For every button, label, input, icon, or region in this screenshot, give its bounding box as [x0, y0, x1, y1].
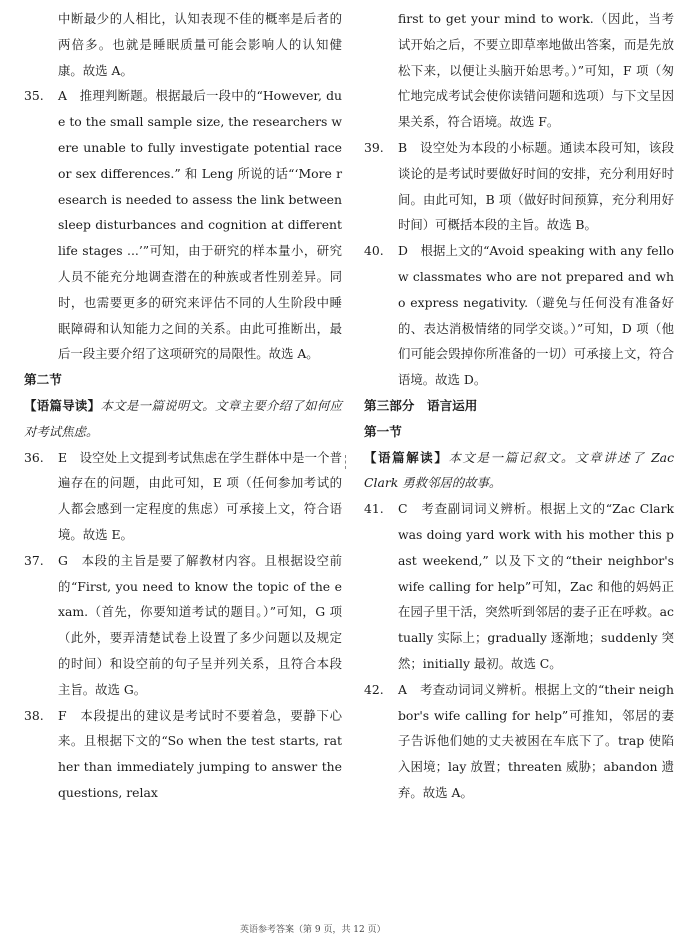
section-2-heading: 第二节 — [24, 372, 62, 388]
answer-37-number: 37. — [24, 552, 44, 568]
answer-36 — [24, 445, 342, 548]
answer-41-text: C 考查副词词义辨析。根据上文的“Zac Clark was doing yard work with his mother this past weekend,” 以及下文的“their neighbor's wife calling for help”可知，Zac 和他的妈妈正在园子里干活，突然听到邻居的妻子正在呼救。actually 实际上；gradually 逐渐地；suddenly 突然；initially 最初。故选 C。 — [398, 501, 674, 671]
answer-39-text: B 设空处为本段的小标题。通读本段可知，该段谈论的是考试时要做好时间的安排，充分利用好时间。由此可知，B 项（做好时间预算，充分利用好时间）可概括本段的主旨。故选 B。 — [398, 139, 674, 233]
answer-35-text: A 推理判断题。根据最后一段中的“However, due to the small sample size, the researchers were unable to fully investigate potential race or sex differences.” 和 Leng 所说的话“‘More research is needed to assess the link between sleep disturbances and cognition at different life stages ...’”可知，由于研究的样本量小，研究人员不能充分地调查潜在的种族或者性别差异。同时，也需要更多的研究来评估不同的人生阶段中睡眠障碍和认知能力之间的关系。由此可推断出，最后一段主要介绍了这项研究的局限性。故选 A。 — [58, 88, 342, 362]
right-top-paragraph: first to get your mind to work.（因此，当考试开始之后，不要立即草率地做出答案，而是先放松下来，以便让头脑开始思考。）”可知，F 项（匆忙地完成考试会使你读错问题和选项）与下文呈因果关系，符合语境。故选 F。 — [398, 11, 674, 130]
answer-36-number: 36. — [24, 449, 44, 465]
page-footer: 英语参考答案（第 9 页，共 12 页） — [240, 925, 386, 935]
reading-guide-1-text: 本文是一篇记叙文。文章讲述了 Zac Clark 勇救邻居的故事。 — [364, 449, 675, 491]
answer-38-number: 38. — [24, 707, 44, 723]
answer-37-text: G 本段的主旨是要了解教材内容。且根据设空前的“First, you need to know the topic of the exam.（首先，你要知道考试的题目。）”可知，G 项（此外，要弄清楚试卷上设置了多少问题以及规定的时间）和设空前的句子呈并列关系，且符合本段主旨。故选 G。 — [58, 552, 342, 697]
part-3-heading: 第三部分 语言运用 — [364, 397, 478, 413]
reading-guide-2-tag: 【语篇导读】 — [24, 397, 101, 413]
reading-guide-2 — [24, 393, 342, 445]
answer-40-text: D 根据上文的“Avoid speaking with any fellow classmates who are not prepared and who express negativity.（避免与任何没有准备好的、表达消极情绪的同学交谈。）”可知，D 项（他们可能会毁掉你所准备的一切）可承接上文，符合语境。故选 D。 — [398, 243, 674, 388]
answer-39-number: 39. — [364, 139, 384, 155]
answer-41 — [364, 496, 674, 677]
right-column — [364, 6, 674, 806]
answer-38 — [24, 703, 342, 806]
answer-38-text: F 本段提出的建议是考试时不要着急，要静下心来。且根据下文的“So when the test starts, rather than immediately jumping to answer the questions, relax — [58, 707, 342, 800]
answer-36-text: E 设空处上文提到考试焦虑在学生群体中是一个普遍存在的问题，由此可知，E 项（任何参加考试的人都会感到一定程度的焦虑）可承接上文，符合语境。故选 E。 — [58, 449, 342, 542]
section-1-heading: 第一节 — [364, 423, 402, 439]
left-column — [24, 6, 342, 806]
answer-41-number: 41. — [364, 501, 384, 517]
answer-37 — [24, 548, 342, 703]
answer-35-number: 35. — [24, 88, 44, 104]
answer-40 — [364, 238, 674, 393]
answer-39 — [364, 135, 674, 238]
reading-guide-1 — [364, 445, 674, 497]
answer-42-number: 42. — [364, 681, 384, 697]
reading-guide-1-tag: 【语篇解读】 — [364, 449, 449, 465]
left-top-paragraph: 中断最少的人相比，认知表现不佳的概率是后者的两倍多。也就是睡眠质量可能会影响人的认知健康。故选 A。 — [58, 11, 342, 78]
answer-35 — [24, 83, 342, 367]
answer-42-text: A 考查动词词义辨析。根据上文的“their neighbor's wife calling for help”可推知，邻居的妻子告诉他们她的丈夫被困在车底下了。trap 使陷入困境；lay 放置；threaten 威胁；abandon 遗弃。故选 A。 — [398, 681, 674, 800]
answer-40-number: 40. — [364, 243, 384, 259]
reading-guide-2-text: 本文是一篇说明文。文章主要介绍了如何应对考试焦虑。 — [24, 397, 343, 439]
answer-42 — [364, 677, 674, 806]
column-divider — [345, 455, 347, 469]
